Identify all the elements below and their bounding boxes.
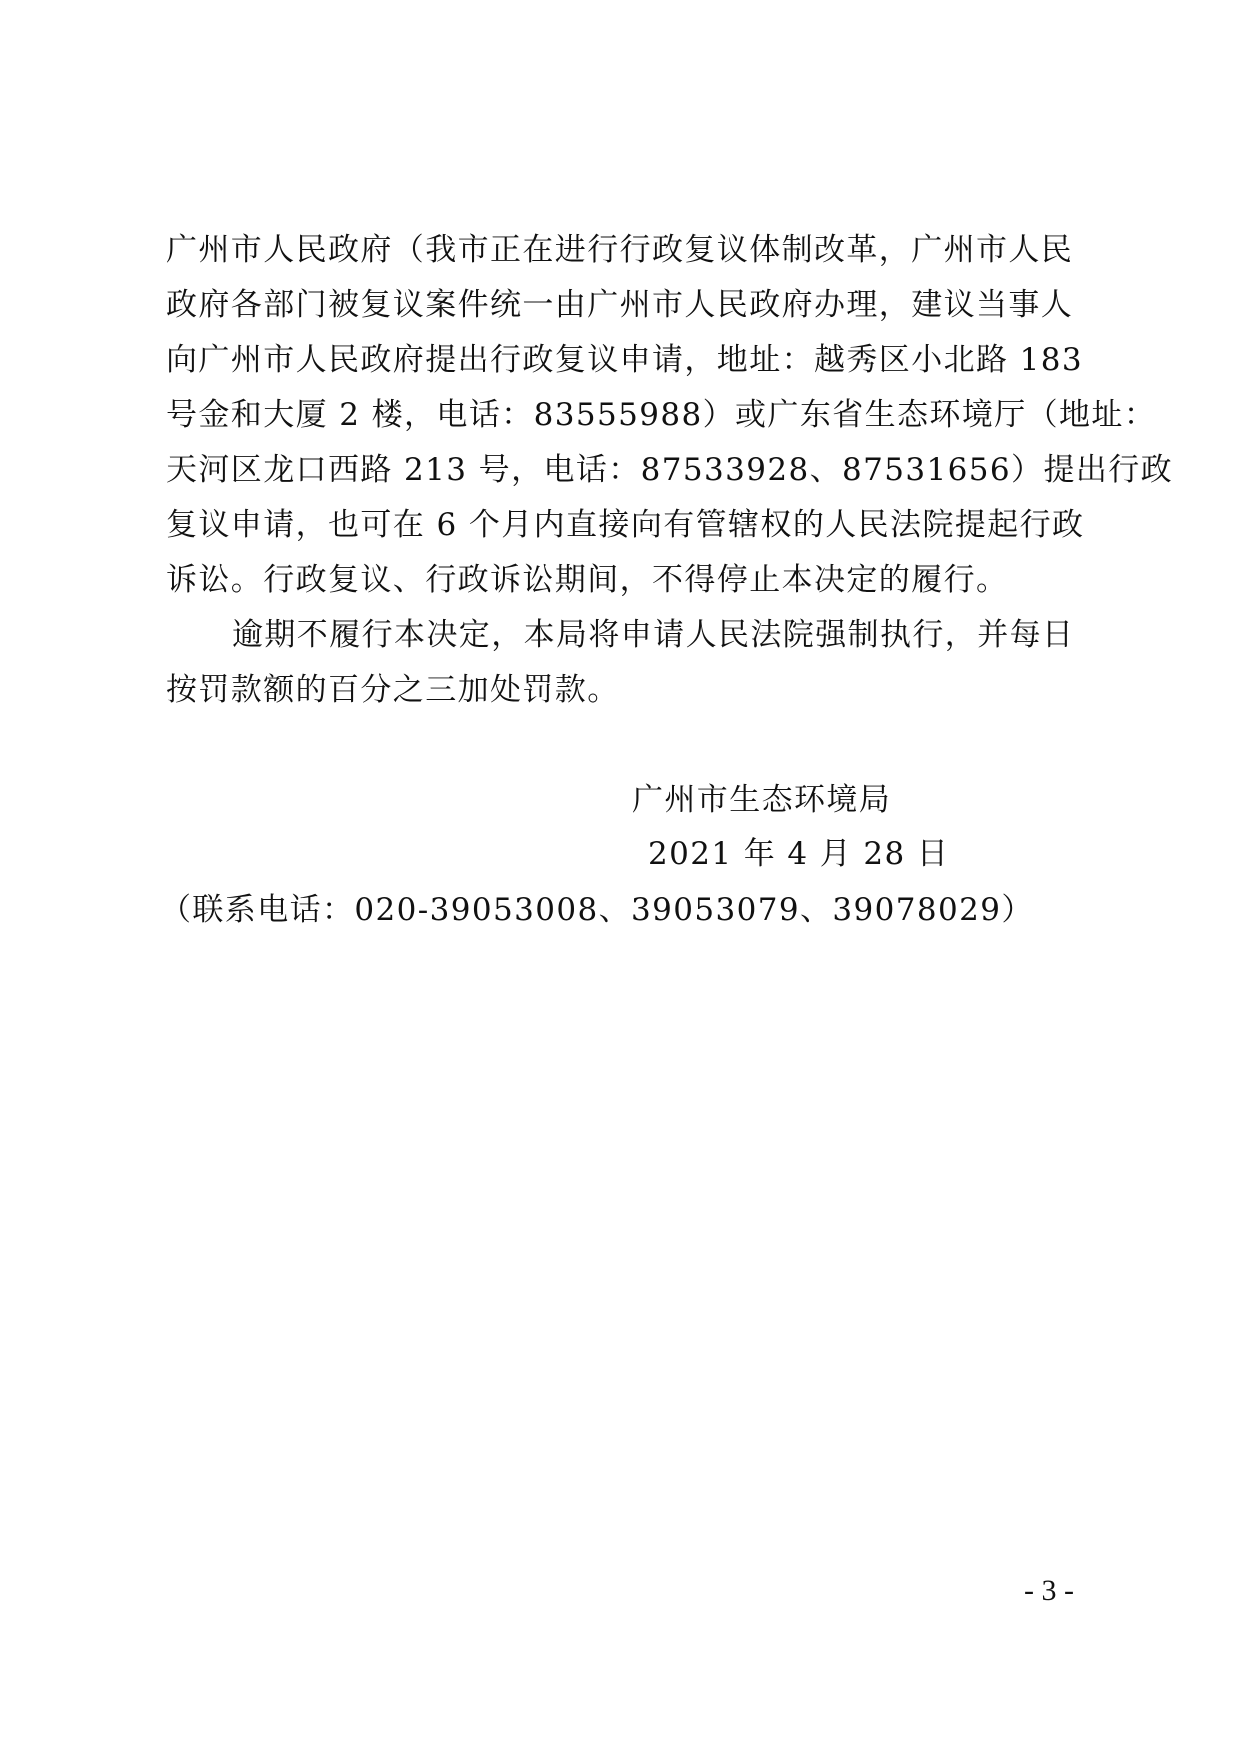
paragraph-line-6: 复议申请，也可在 6 个月内直接向有管辖权的人民法院提起行政 [166,507,1085,543]
paragraph-line-7: 诉讼。行政复议、行政诉讼期间，不得停止本决定的履行。 [166,562,1009,598]
paragraph-line-2: 政府各部门被复议案件统一由广州市人民政府办理，建议当事人 [166,287,1074,323]
second-paragraph-line-2: 按罚款额的百分之三加处罚款。 [166,672,620,708]
contact-phone: （联系电话：020-39053008、39053079、39078029） [160,892,1034,928]
paragraph-line-3: 向广州市人民政府提出行政复议申请，地址：越秀区小北路 183 [166,342,1084,378]
issue-date: 2021 年 4 月 28 日 [648,836,950,872]
paragraph-line-4: 号金和大厦 2 楼，电话：83555988）或广东省生态环境厅（地址： [166,397,1157,433]
issuer-name: 广州市生态环境局 [632,782,892,818]
second-paragraph-line-1: 逾期不履行本决定，本局将申请人民法院强制执行，并每日 [232,617,1075,653]
paragraph-line-5: 天河区龙口西路 213 号，电话：87533928、87531656）提出行政 [166,452,1174,488]
paragraph-line-1: 广州市人民政府（我市正在进行行政复议体制改革，广州市人民 [166,232,1074,268]
page-number: - 3 - [1024,1574,1074,1607]
